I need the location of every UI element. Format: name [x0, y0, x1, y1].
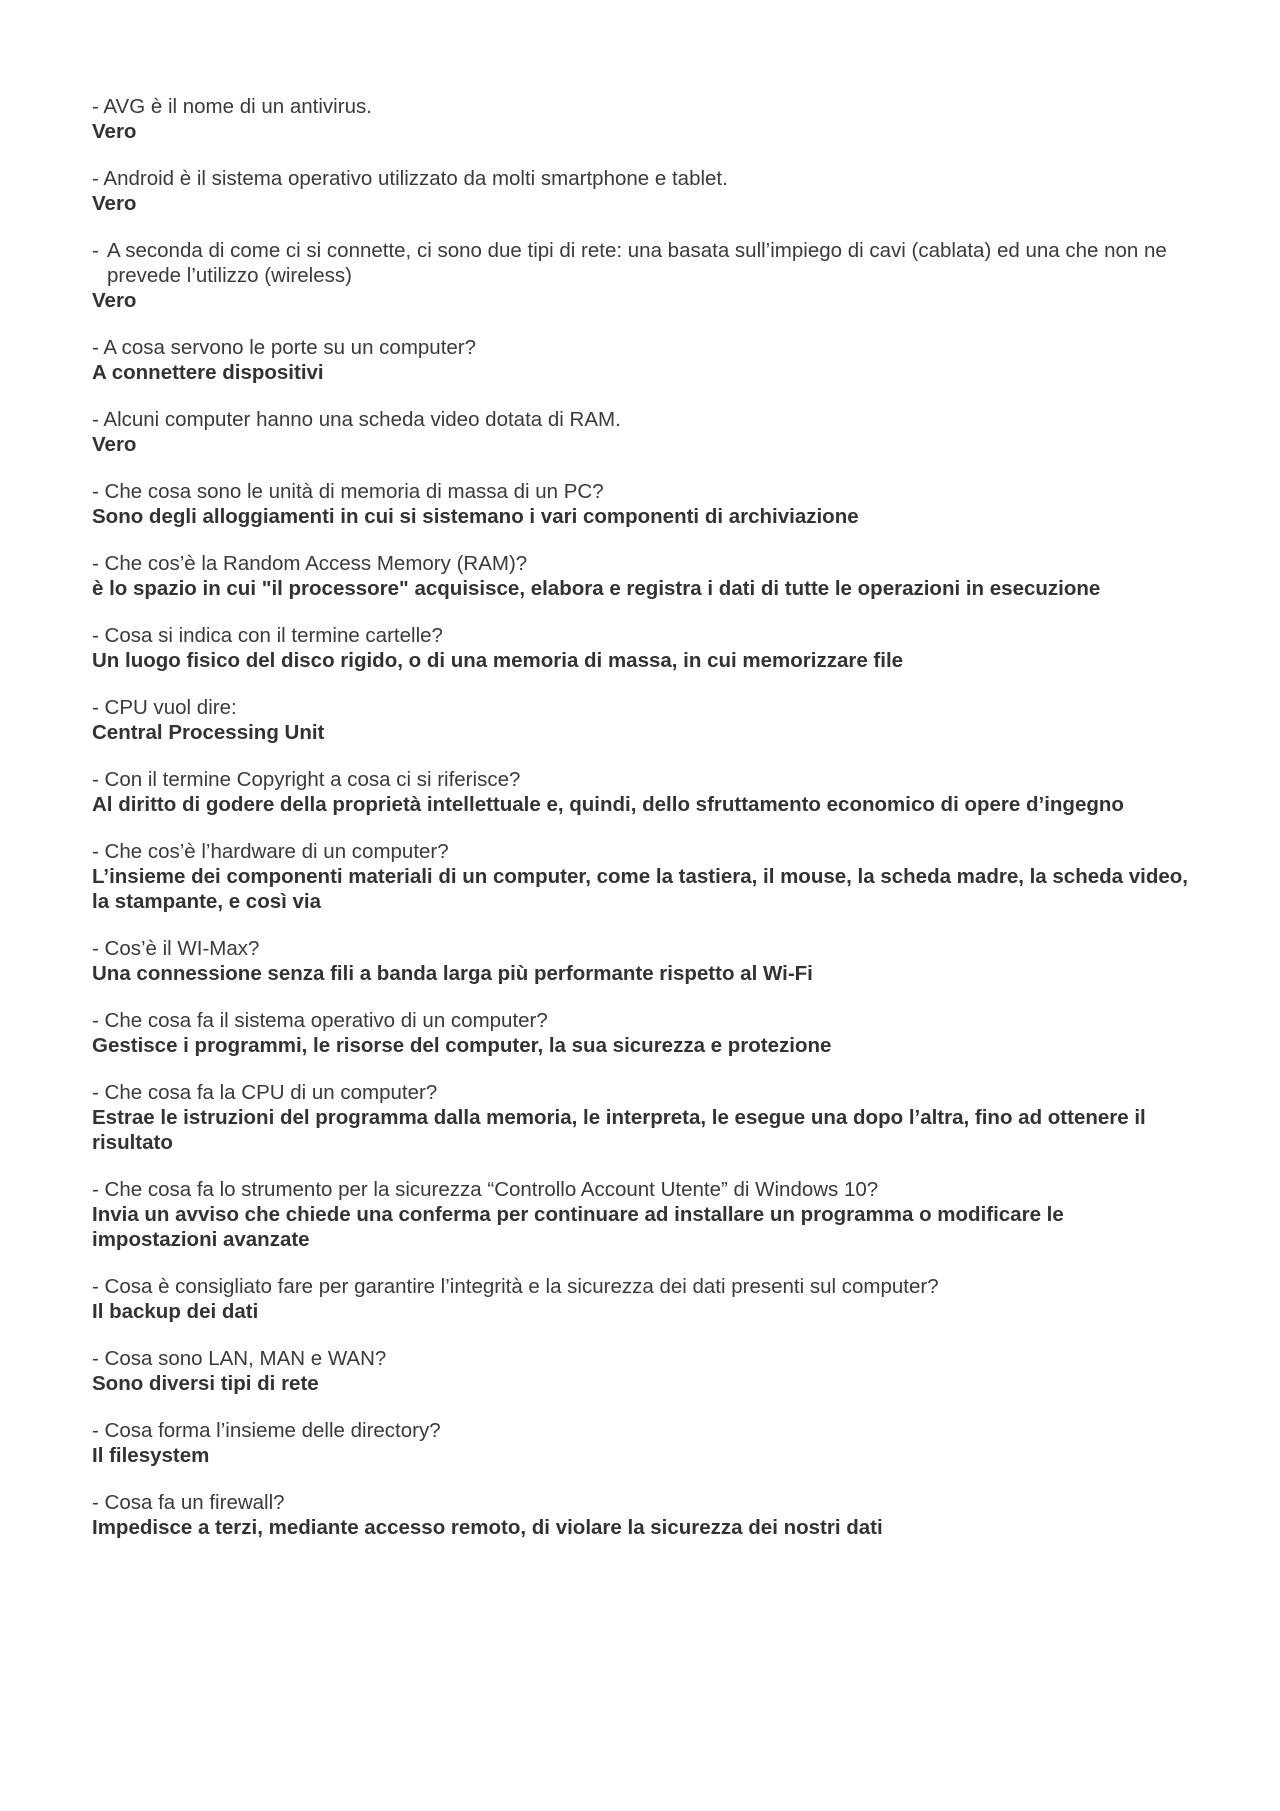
qa-item	[92, 479, 1192, 529]
question-text	[92, 238, 1192, 288]
answer-text: Un luogo fisico del disco rigido, o di una memoria di massa, in cui memorizzare file	[92, 649, 904, 672]
answer-text: Sono diversi tipi di rete	[92, 1372, 319, 1395]
question-text: - Che cosa fa lo strumento per la sicurezza “Controllo Account Utente” di Windows 10?	[92, 1178, 879, 1201]
answer-text: A connettere dispositivi	[92, 361, 324, 384]
answer-text: è lo spazio in cui "il processore" acquisisce, elabora e registra i dati di tutte le operazioni in esecuzione	[92, 577, 1101, 600]
question-text: - Android è il sistema operativo utilizzato da molti smartphone e tablet.	[92, 167, 728, 190]
answer-text: Sono degli alloggiamenti in cui si sistemano i vari componenti di archiviazione	[92, 505, 859, 528]
qa-item	[92, 1274, 1192, 1324]
qa-item	[92, 335, 1192, 385]
answer-text: Vero	[92, 192, 137, 215]
question-text: - Che cos’è l’hardware di un computer?	[92, 840, 449, 863]
qa-item	[92, 94, 1192, 144]
qa-item	[92, 695, 1192, 745]
qa-item	[92, 407, 1192, 457]
answer-text: Invia un avviso che chiede una conferma per continuare ad installare un programma o modificare le impostazioni avanzate	[92, 1203, 1064, 1251]
answer-text: L’insieme dei componenti materiali di un computer, come la tastiera, il mouse, la scheda madre, la scheda video, la stampante, e così via	[92, 865, 1188, 913]
question-text: - Cosa sono LAN, MAN e WAN?	[92, 1347, 387, 1370]
answer-text: Vero	[92, 289, 137, 312]
qa-item	[92, 1346, 1192, 1396]
answer-text: Il filesystem	[92, 1444, 210, 1467]
answer-text: Estrae le istruzioni del programma dalla memoria, le interpreta, le esegue una dopo l’altra, fino ad ottenere il risultato	[92, 1106, 1146, 1154]
answer-text: Impedisce a terzi, mediante accesso remoto, di violare la sicurezza dei nostri dati	[92, 1516, 883, 1539]
answer-text: Una connessione senza fili a banda larga più performante rispetto al Wi-Fi	[92, 962, 813, 985]
question-text: - Con il termine Copyright a cosa ci si riferisce?	[92, 768, 521, 791]
qa-item	[92, 551, 1192, 601]
qa-item	[92, 1490, 1192, 1540]
question-dash: -	[92, 239, 99, 262]
qa-item	[92, 839, 1192, 914]
qa-item	[92, 767, 1192, 817]
question-text: - Alcuni computer hanno una scheda video dotata di RAM.	[92, 408, 621, 431]
question-text: - Che cosa fa la CPU di un computer?	[92, 1081, 438, 1104]
question-text: - CPU vuol dire:	[92, 696, 237, 719]
answer-text: Al diritto di godere della proprietà intellettuale e, quindi, dello sfruttamento economico di opere d’ingegno	[92, 793, 1124, 816]
question-text: - AVG è il nome di un antivirus.	[92, 95, 372, 118]
answer-text: Gestisce i programmi, le risorse del computer, la sua sicurezza e protezione	[92, 1034, 832, 1057]
answer-text: Vero	[92, 120, 137, 143]
qa-item	[92, 623, 1192, 673]
answer-text: Il backup dei dati	[92, 1300, 259, 1323]
question-text: - Cosa si indica con il termine cartelle?	[92, 624, 443, 647]
question-text: - Cos’è il WI-Max?	[92, 937, 260, 960]
document-page	[92, 94, 1192, 1562]
qa-item	[92, 1418, 1192, 1468]
qa-item	[92, 1177, 1192, 1252]
qa-item	[92, 936, 1192, 986]
qa-item	[92, 166, 1192, 216]
question-text: - Cosa fa un firewall?	[92, 1491, 285, 1514]
question-text: - Che cosa fa il sistema operativo di un computer?	[92, 1009, 548, 1032]
qa-item	[92, 238, 1192, 313]
qa-item	[92, 1008, 1192, 1058]
question-text: - Cosa forma l’insieme delle directory?	[92, 1419, 441, 1442]
question-text: - Che cos’è la Random Access Memory (RAM)?	[92, 552, 528, 575]
qa-item	[92, 1080, 1192, 1155]
question-text: - Che cosa sono le unità di memoria di massa di un PC?	[92, 480, 604, 503]
answer-text: Central Processing Unit	[92, 721, 325, 744]
answer-text: Vero	[92, 433, 137, 456]
question-text: - Cosa è consigliato fare per garantire l’integrità e la sicurezza dei dati presenti sul computer?	[92, 1275, 939, 1298]
question-body: A seconda di come ci si connette, ci sono due tipi di rete: una basata sull’impiego di cavi (cablata) ed una che non ne prevede l’utilizzo (wireless)	[107, 239, 1167, 287]
question-text: - A cosa servono le porte su un computer?	[92, 336, 477, 359]
